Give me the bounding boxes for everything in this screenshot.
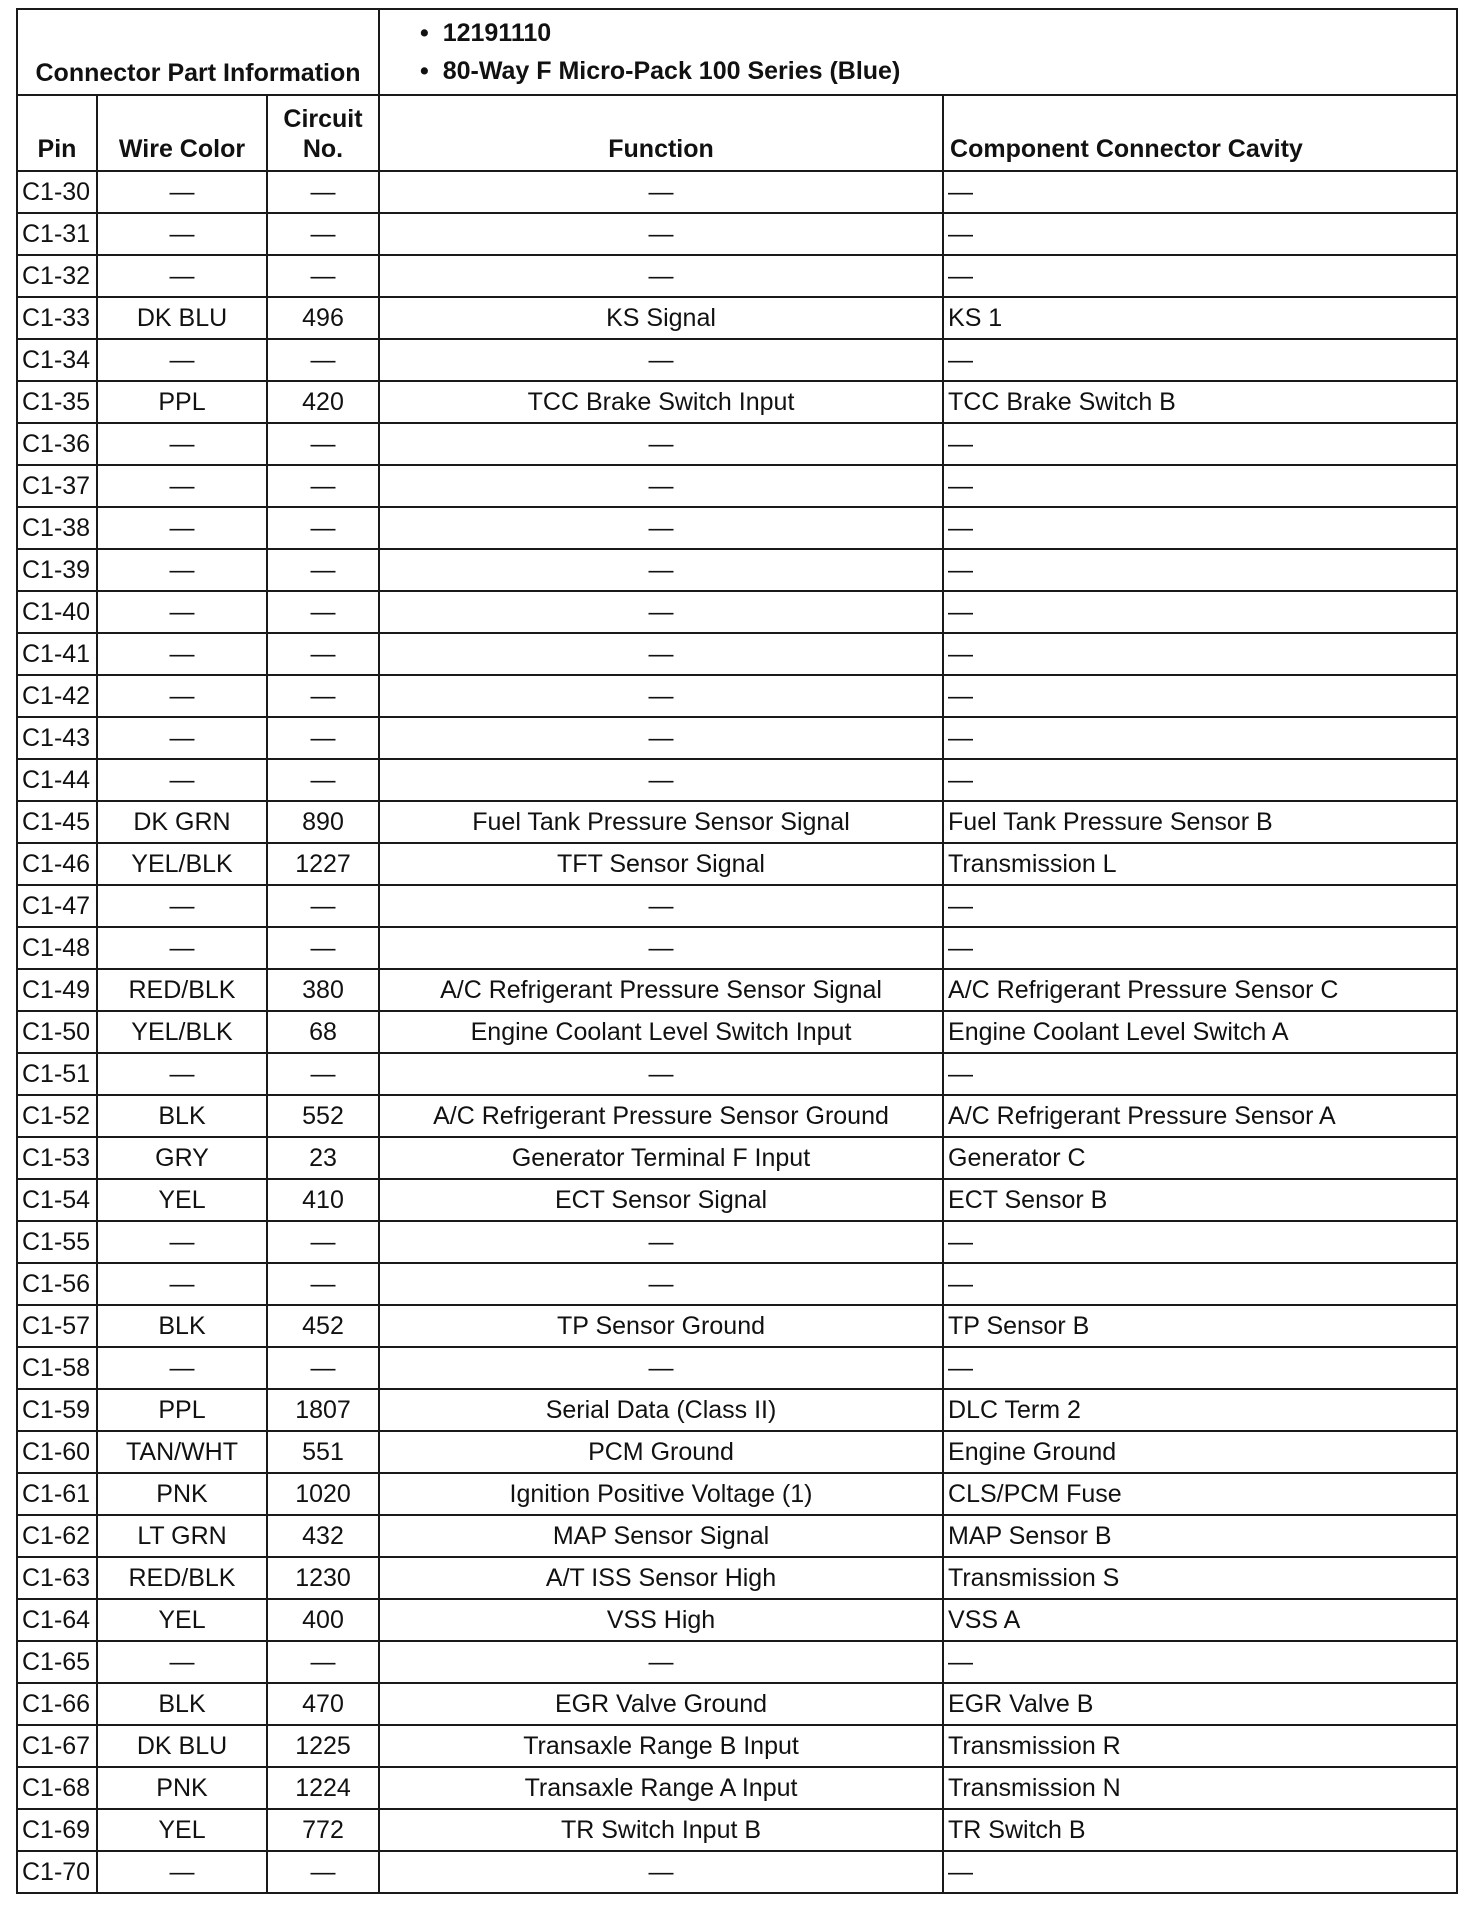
wire-color-cell: — <box>97 549 267 591</box>
wire-color-cell: BLK <box>97 1095 267 1137</box>
table-row <box>17 381 1457 423</box>
cavity-cell: Engine Ground <box>943 1431 1457 1473</box>
cavity-cell: — <box>943 549 1457 591</box>
cavity-cell: — <box>943 507 1457 549</box>
pin-cell: C1-56 <box>17 1263 97 1305</box>
wire-color-cell: LT GRN <box>97 1515 267 1557</box>
table-row <box>17 1809 1457 1851</box>
circuit-cell: 890 <box>267 801 379 843</box>
function-cell: — <box>379 675 943 717</box>
circuit-cell: — <box>267 213 379 255</box>
connector-info-values <box>379 9 1457 95</box>
wire-color-cell: — <box>97 675 267 717</box>
circuit-cell: — <box>267 1851 379 1893</box>
cavity-cell: Transmission R <box>943 1725 1457 1767</box>
pin-cell: C1-42 <box>17 675 97 717</box>
wire-color-cell: — <box>97 465 267 507</box>
header-circuit-line2: No. <box>302 135 344 163</box>
circuit-cell: — <box>267 1263 379 1305</box>
function-cell: — <box>379 507 943 549</box>
table-row <box>17 885 1457 927</box>
description-line <box>420 52 1456 90</box>
cavity-cell: A/C Refrigerant Pressure Sensor C <box>943 969 1457 1011</box>
function-cell: — <box>379 1851 943 1893</box>
cavity-cell: Transmission S <box>943 1557 1457 1599</box>
cavity-cell: — <box>943 1263 1457 1305</box>
cavity-cell: Fuel Tank Pressure Sensor B <box>943 801 1457 843</box>
wire-color-cell: — <box>97 255 267 297</box>
circuit-cell: — <box>267 1053 379 1095</box>
wire-color-cell: — <box>97 717 267 759</box>
cavity-cell: — <box>943 465 1457 507</box>
function-cell: A/C Refrigerant Pressure Sensor Signal <box>379 969 943 1011</box>
table-row <box>17 1557 1457 1599</box>
table-row <box>17 1641 1457 1683</box>
pin-cell: C1-43 <box>17 717 97 759</box>
table-row <box>17 1095 1457 1137</box>
function-cell: TP Sensor Ground <box>379 1305 943 1347</box>
function-cell: Transaxle Range B Input <box>379 1725 943 1767</box>
circuit-cell: 68 <box>267 1011 379 1053</box>
wire-color-cell: GRY <box>97 1137 267 1179</box>
pin-cell: C1-32 <box>17 255 97 297</box>
function-cell: PCM Ground <box>379 1431 943 1473</box>
pin-cell: C1-40 <box>17 591 97 633</box>
function-cell: TCC Brake Switch Input <box>379 381 943 423</box>
wire-color-cell: DK BLU <box>97 1725 267 1767</box>
cavity-cell: — <box>943 1347 1457 1389</box>
wire-color-cell: YEL <box>97 1179 267 1221</box>
circuit-cell: 496 <box>267 297 379 339</box>
cavity-cell: — <box>943 759 1457 801</box>
circuit-cell: — <box>267 339 379 381</box>
cavity-cell: EGR Valve B <box>943 1683 1457 1725</box>
cavity-cell: — <box>943 1851 1457 1893</box>
cavity-cell: — <box>943 927 1457 969</box>
table-row <box>17 339 1457 381</box>
pinout-table <box>16 8 1458 1894</box>
cavity-cell: — <box>943 339 1457 381</box>
table-row <box>17 591 1457 633</box>
cavity-cell: Engine Coolant Level Switch A <box>943 1011 1457 1053</box>
circuit-cell: — <box>267 255 379 297</box>
pin-cell: C1-68 <box>17 1767 97 1809</box>
connector-description: 80-Way F Micro-Pack 100 Series (Blue) <box>442 57 901 85</box>
wire-color-cell: PNK <box>97 1767 267 1809</box>
wire-color-cell: TAN/WHT <box>97 1431 267 1473</box>
pin-cell: C1-54 <box>17 1179 97 1221</box>
pin-cell: C1-41 <box>17 633 97 675</box>
function-cell: — <box>379 759 943 801</box>
wire-color-cell: — <box>97 171 267 213</box>
pin-cell: C1-31 <box>17 213 97 255</box>
circuit-cell: — <box>267 171 379 213</box>
wire-color-cell: — <box>97 1347 267 1389</box>
cavity-cell: — <box>943 1053 1457 1095</box>
cavity-cell: — <box>943 213 1457 255</box>
wire-color-cell: — <box>97 1851 267 1893</box>
circuit-cell: 410 <box>267 1179 379 1221</box>
pin-cell: C1-58 <box>17 1347 97 1389</box>
function-cell: — <box>379 1641 943 1683</box>
table-row <box>17 1683 1457 1725</box>
function-cell: MAP Sensor Signal <box>379 1515 943 1557</box>
wire-color-cell: — <box>97 927 267 969</box>
circuit-cell: 772 <box>267 1809 379 1851</box>
pin-cell: C1-60 <box>17 1431 97 1473</box>
cavity-cell: — <box>943 1221 1457 1263</box>
circuit-cell: 470 <box>267 1683 379 1725</box>
table-row <box>17 801 1457 843</box>
table-row <box>17 1221 1457 1263</box>
circuit-cell: — <box>267 885 379 927</box>
wire-color-cell: — <box>97 1641 267 1683</box>
function-cell: — <box>379 423 943 465</box>
table-row <box>17 1179 1457 1221</box>
function-cell: KS Signal <box>379 297 943 339</box>
pin-cell: C1-36 <box>17 423 97 465</box>
function-cell: Generator Terminal F Input <box>379 1137 943 1179</box>
function-cell: — <box>379 591 943 633</box>
wire-color-cell: — <box>97 213 267 255</box>
function-cell: — <box>379 1221 943 1263</box>
function-cell: EGR Valve Ground <box>379 1683 943 1725</box>
function-cell: — <box>379 339 943 381</box>
wire-color-cell: BLK <box>97 1683 267 1725</box>
pin-cell: C1-45 <box>17 801 97 843</box>
cavity-cell: — <box>943 717 1457 759</box>
table-row <box>17 1767 1457 1809</box>
pin-cell: C1-30 <box>17 171 97 213</box>
header-cavity: Component Connector Cavity <box>943 95 1457 171</box>
function-cell: ECT Sensor Signal <box>379 1179 943 1221</box>
pin-cell: C1-47 <box>17 885 97 927</box>
table-row <box>17 1263 1457 1305</box>
function-cell: A/C Refrigerant Pressure Sensor Ground <box>379 1095 943 1137</box>
cavity-cell: — <box>943 885 1457 927</box>
table-row <box>17 1053 1457 1095</box>
pin-cell: C1-34 <box>17 339 97 381</box>
pin-cell: C1-38 <box>17 507 97 549</box>
cavity-cell: ECT Sensor B <box>943 1179 1457 1221</box>
circuit-cell: 380 <box>267 969 379 1011</box>
circuit-cell: 1230 <box>267 1557 379 1599</box>
pin-cell: C1-53 <box>17 1137 97 1179</box>
header-circuit <box>267 95 379 171</box>
function-cell: Fuel Tank Pressure Sensor Signal <box>379 801 943 843</box>
pin-cell: C1-61 <box>17 1473 97 1515</box>
function-cell: — <box>379 549 943 591</box>
table-row <box>17 255 1457 297</box>
cavity-cell: VSS A <box>943 1599 1457 1641</box>
table-row <box>17 1011 1457 1053</box>
function-cell: — <box>379 885 943 927</box>
part-number: 12191110 <box>442 19 552 47</box>
circuit-cell: — <box>267 507 379 549</box>
circuit-cell: 23 <box>267 1137 379 1179</box>
cavity-cell: — <box>943 423 1457 465</box>
table-row <box>17 759 1457 801</box>
wire-color-cell: — <box>97 1263 267 1305</box>
wire-color-cell: — <box>97 885 267 927</box>
cavity-cell: Transmission N <box>943 1767 1457 1809</box>
wire-color-cell: PPL <box>97 381 267 423</box>
table-row <box>17 1851 1457 1893</box>
wire-color-cell: — <box>97 339 267 381</box>
function-cell: — <box>379 633 943 675</box>
bullet: • <box>420 19 429 47</box>
table-row <box>17 549 1457 591</box>
header-pin: Pin <box>17 95 97 171</box>
circuit-cell: — <box>267 717 379 759</box>
table-row <box>17 1599 1457 1641</box>
pin-cell: C1-64 <box>17 1599 97 1641</box>
cavity-cell: — <box>943 1641 1457 1683</box>
pin-cell: C1-65 <box>17 1641 97 1683</box>
wire-color-cell: — <box>97 423 267 465</box>
table-row <box>17 1431 1457 1473</box>
wire-color-cell: BLK <box>97 1305 267 1347</box>
bullet: • <box>420 57 429 85</box>
circuit-cell: 420 <box>267 381 379 423</box>
table-row <box>17 1473 1457 1515</box>
function-cell: Engine Coolant Level Switch Input <box>379 1011 943 1053</box>
circuit-cell: 1225 <box>267 1725 379 1767</box>
table-row <box>17 1347 1457 1389</box>
wire-color-cell: — <box>97 1053 267 1095</box>
wire-color-cell: — <box>97 633 267 675</box>
wire-color-cell: YEL <box>97 1809 267 1851</box>
cavity-cell: TCC Brake Switch B <box>943 381 1457 423</box>
pin-cell: C1-44 <box>17 759 97 801</box>
cavity-cell: Transmission L <box>943 843 1457 885</box>
pin-cell: C1-52 <box>17 1095 97 1137</box>
circuit-cell: 1020 <box>267 1473 379 1515</box>
pin-cell: C1-37 <box>17 465 97 507</box>
cavity-cell: — <box>943 255 1457 297</box>
pin-cell: C1-66 <box>17 1683 97 1725</box>
table-row <box>17 1305 1457 1347</box>
pin-cell: C1-69 <box>17 1809 97 1851</box>
table-row <box>17 297 1457 339</box>
circuit-cell: — <box>267 1641 379 1683</box>
cavity-cell: — <box>943 633 1457 675</box>
function-cell: — <box>379 465 943 507</box>
wire-color-cell: YEL <box>97 1599 267 1641</box>
pin-cell: C1-48 <box>17 927 97 969</box>
circuit-cell: 552 <box>267 1095 379 1137</box>
table-row <box>17 717 1457 759</box>
table-row <box>17 843 1457 885</box>
function-cell: — <box>379 171 943 213</box>
cavity-cell: TR Switch B <box>943 1809 1457 1851</box>
table-row <box>17 1137 1457 1179</box>
table-row <box>17 507 1457 549</box>
function-cell: — <box>379 1263 943 1305</box>
circuit-cell: — <box>267 1347 379 1389</box>
table-row <box>17 1389 1457 1431</box>
function-cell: — <box>379 927 943 969</box>
wire-color-cell: — <box>97 1221 267 1263</box>
connector-info-label: Connector Part Information <box>17 9 379 95</box>
table-row <box>17 675 1457 717</box>
cavity-cell: KS 1 <box>943 297 1457 339</box>
circuit-cell: — <box>267 591 379 633</box>
circuit-cell: 432 <box>267 1515 379 1557</box>
table-row <box>17 1725 1457 1767</box>
header-circuit-line1: Circuit <box>283 105 363 133</box>
cavity-cell: — <box>943 171 1457 213</box>
cavity-cell: — <box>943 675 1457 717</box>
function-cell: TFT Sensor Signal <box>379 843 943 885</box>
circuit-cell: 1224 <box>267 1767 379 1809</box>
table-row <box>17 969 1457 1011</box>
header-function: Function <box>379 95 943 171</box>
wire-color-cell: RED/BLK <box>97 969 267 1011</box>
circuit-cell: — <box>267 633 379 675</box>
wire-color-cell: — <box>97 591 267 633</box>
pin-cell: C1-50 <box>17 1011 97 1053</box>
wire-color-cell: RED/BLK <box>97 1557 267 1599</box>
function-cell: Transaxle Range A Input <box>379 1767 943 1809</box>
pin-cell: C1-62 <box>17 1515 97 1557</box>
wire-color-cell: YEL/BLK <box>97 843 267 885</box>
function-cell: — <box>379 1347 943 1389</box>
function-cell: TR Switch Input B <box>379 1809 943 1851</box>
table-row <box>17 1515 1457 1557</box>
table-row <box>17 633 1457 675</box>
circuit-cell: — <box>267 465 379 507</box>
pin-cell: C1-39 <box>17 549 97 591</box>
table-row <box>17 213 1457 255</box>
wire-color-cell: YEL/BLK <box>97 1011 267 1053</box>
wire-color-cell: PPL <box>97 1389 267 1431</box>
circuit-cell: 400 <box>267 1599 379 1641</box>
header-wire-color: Wire Color <box>97 95 267 171</box>
pin-cell: C1-55 <box>17 1221 97 1263</box>
circuit-cell: 452 <box>267 1305 379 1347</box>
pin-cell: C1-46 <box>17 843 97 885</box>
pin-cell: C1-59 <box>17 1389 97 1431</box>
table-row <box>17 465 1457 507</box>
part-number-line <box>420 14 1456 52</box>
cavity-cell: CLS/PCM Fuse <box>943 1473 1457 1515</box>
pin-cell: C1-70 <box>17 1851 97 1893</box>
wire-color-cell: — <box>97 759 267 801</box>
function-cell: A/T ISS Sensor High <box>379 1557 943 1599</box>
wire-color-cell: DK BLU <box>97 297 267 339</box>
circuit-cell: — <box>267 1221 379 1263</box>
function-cell: — <box>379 1053 943 1095</box>
circuit-cell: 1807 <box>267 1389 379 1431</box>
cavity-cell: MAP Sensor B <box>943 1515 1457 1557</box>
wire-color-cell: DK GRN <box>97 801 267 843</box>
cavity-cell: A/C Refrigerant Pressure Sensor A <box>943 1095 1457 1137</box>
circuit-cell: — <box>267 675 379 717</box>
circuit-cell: — <box>267 549 379 591</box>
cavity-cell: Generator C <box>943 1137 1457 1179</box>
function-cell: — <box>379 255 943 297</box>
table-row <box>17 423 1457 465</box>
pin-cell: C1-67 <box>17 1725 97 1767</box>
cavity-cell: — <box>943 591 1457 633</box>
table-row <box>17 927 1457 969</box>
connector-info-row <box>17 9 1457 95</box>
function-cell: Serial Data (Class II) <box>379 1389 943 1431</box>
circuit-cell: — <box>267 927 379 969</box>
circuit-cell: 551 <box>267 1431 379 1473</box>
circuit-cell: — <box>267 759 379 801</box>
function-cell: VSS High <box>379 1599 943 1641</box>
cavity-cell: TP Sensor B <box>943 1305 1457 1347</box>
wire-color-cell: PNK <box>97 1473 267 1515</box>
circuit-cell: — <box>267 423 379 465</box>
pin-cell: C1-35 <box>17 381 97 423</box>
pin-cell: C1-57 <box>17 1305 97 1347</box>
function-cell: — <box>379 213 943 255</box>
function-cell: — <box>379 717 943 759</box>
wire-color-cell: — <box>97 507 267 549</box>
pin-cell: C1-63 <box>17 1557 97 1599</box>
column-header-row <box>17 95 1457 171</box>
pin-cell: C1-51 <box>17 1053 97 1095</box>
table-row <box>17 171 1457 213</box>
pin-cell: C1-49 <box>17 969 97 1011</box>
connector-pinout-sheet <box>16 8 1456 1894</box>
circuit-cell: 1227 <box>267 843 379 885</box>
pin-cell: C1-33 <box>17 297 97 339</box>
cavity-cell: DLC Term 2 <box>943 1389 1457 1431</box>
function-cell: Ignition Positive Voltage (1) <box>379 1473 943 1515</box>
